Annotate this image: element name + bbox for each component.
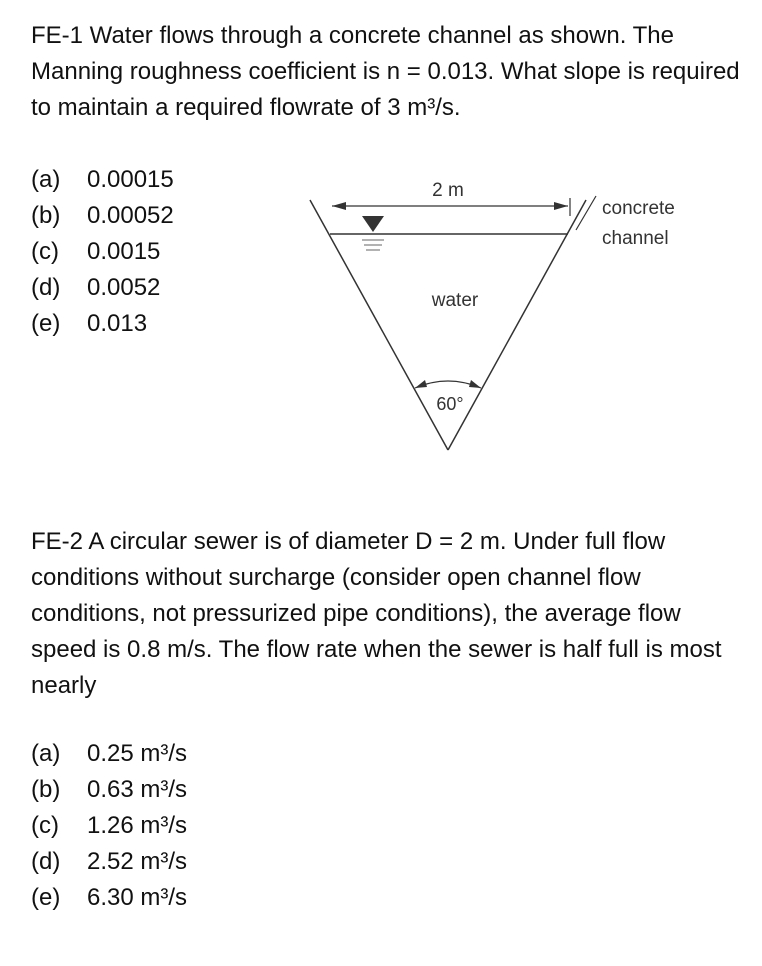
fe1-question-text: FE-1 Water flows through a concrete channel as shown. The Manning roughness coefficient is n = 0.013. What slope is required to maintain a required flowrate of 3 m³/s. — [31, 22, 740, 121]
choice-letter: (d) — [31, 274, 61, 301]
fe1-choice-e — [31, 306, 174, 342]
choice-letter: (a) — [31, 166, 61, 193]
channel-label: channel — [602, 228, 669, 249]
fe1-choice-b — [31, 198, 174, 234]
choice-value: 6.30 m³/s — [87, 884, 188, 911]
choice-letter: (b) — [31, 776, 61, 803]
fe2-choice-c — [31, 808, 187, 844]
fe2-choice-d — [31, 844, 187, 880]
fe1-choice-c — [31, 234, 174, 270]
fe2-choice-a — [31, 736, 187, 772]
choice-value: 1.26 m³/s — [87, 812, 188, 839]
width-arrow-left-icon — [332, 202, 346, 210]
choice-letter: (a) — [31, 740, 61, 767]
choice-letter: (c) — [31, 238, 59, 265]
choice-value: 0.0052 — [87, 274, 161, 301]
fe2-choice-b — [31, 772, 187, 808]
fe1-choice-list — [31, 162, 174, 342]
fe2-question-text: FE-2 A circular sewer is of diameter D = 2 m. Under full flow conditions without surcharge (consider open channel flow conditions, not pressurized pipe conditions), the average flow speed is 0.8 m/s. The flow rate when the sewer is half full is most nearly — [31, 528, 722, 699]
channel-right-wall — [448, 200, 586, 450]
angle-label: 60° — [436, 394, 464, 414]
angle-arrow-right-icon — [469, 380, 481, 388]
fe2-choice-e — [31, 880, 187, 916]
water-surface-icon — [362, 216, 384, 232]
choice-value: 0.63 m³/s — [87, 776, 188, 803]
width-label: 2 m — [432, 180, 464, 201]
angle-arrow-left-icon — [415, 380, 427, 388]
fe2-choice-list — [31, 736, 187, 916]
choice-value: 0.013 — [87, 310, 148, 337]
channel-diagram — [300, 170, 720, 460]
concrete-label: concrete — [602, 198, 675, 219]
fe1-choice-d — [31, 270, 174, 306]
water-label: water — [431, 290, 479, 311]
choice-value: 0.25 m³/s — [87, 740, 188, 767]
choice-value: 0.00015 — [87, 166, 174, 193]
choice-letter: (c) — [31, 812, 59, 839]
channel-left-wall — [310, 200, 448, 450]
choice-value: 0.00052 — [87, 202, 174, 229]
choice-letter: (e) — [31, 310, 61, 337]
choice-letter: (d) — [31, 848, 61, 875]
choice-value: 2.52 m³/s — [87, 848, 188, 875]
choice-letter: (b) — [31, 202, 61, 229]
choice-value: 0.0015 — [87, 238, 161, 265]
width-arrow-right-icon — [554, 202, 568, 210]
choice-letter: (e) — [31, 884, 61, 911]
fe1-choice-a — [31, 162, 174, 198]
